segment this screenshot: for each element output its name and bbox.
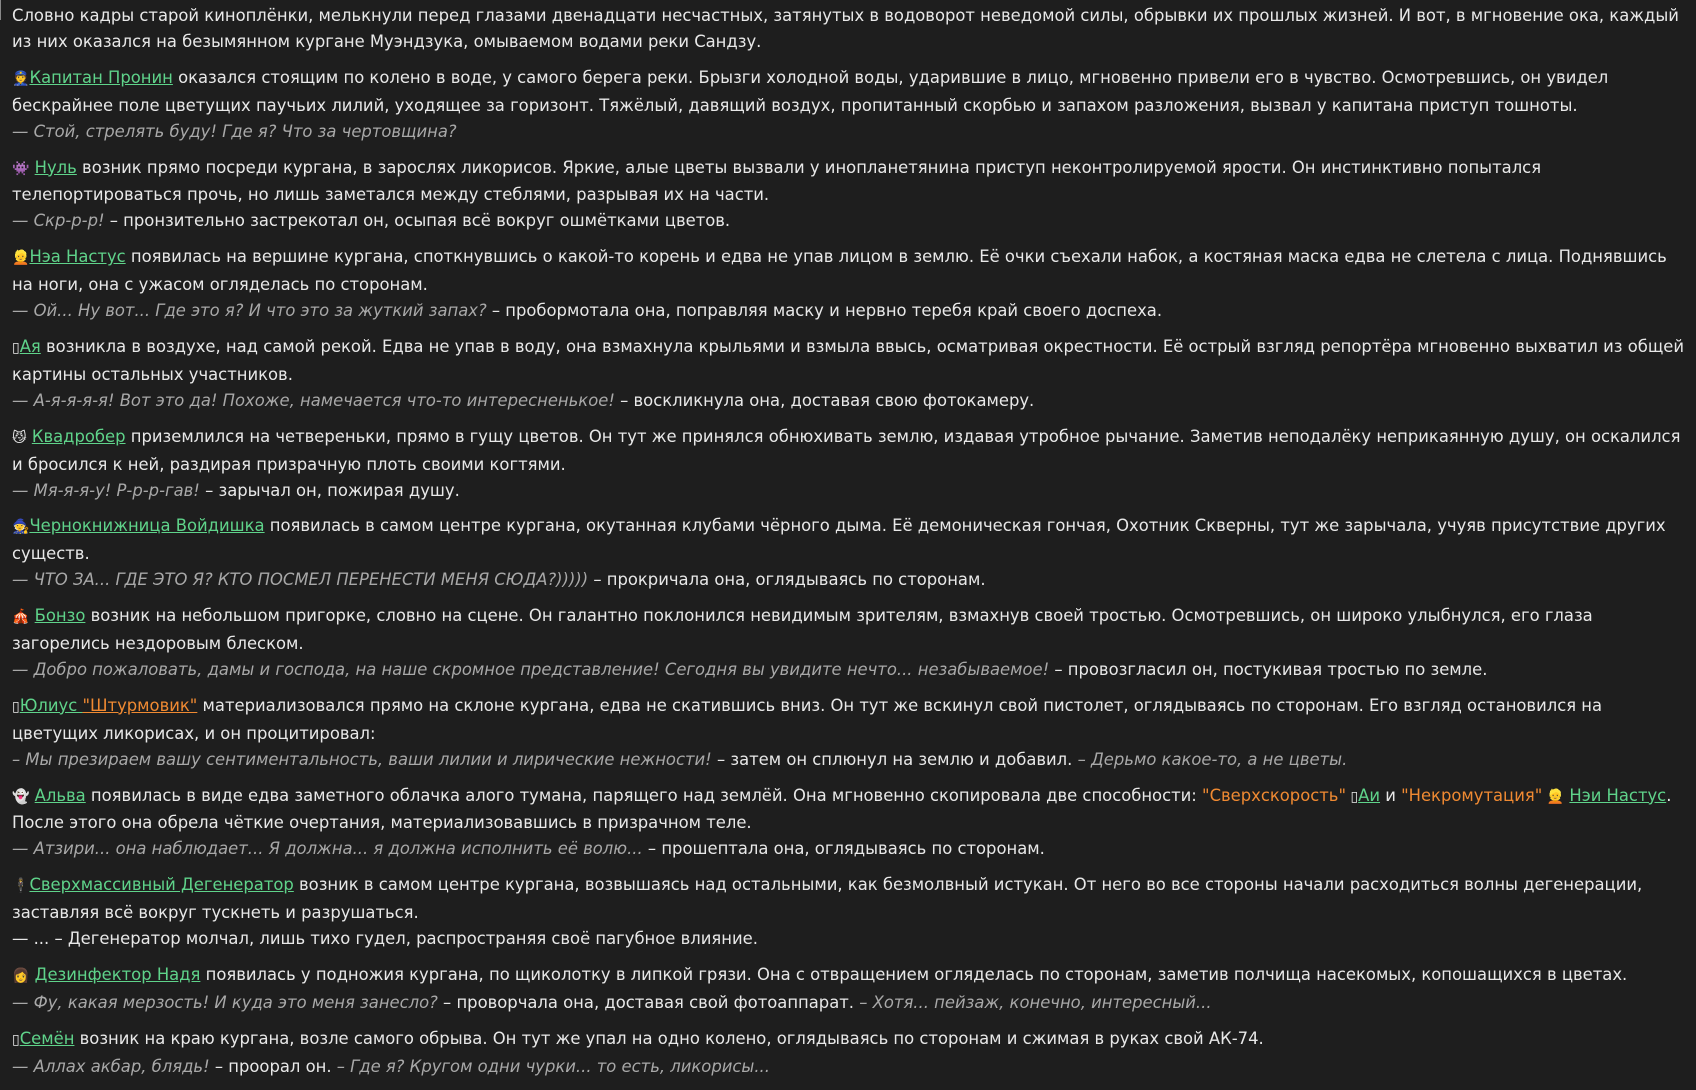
character-link-ai[interactable]: Аи xyxy=(1358,785,1381,805)
speech-quote: — Ой... Ну вот... Где это я? И что это за жуткий запах? xyxy=(12,301,487,321)
entry-text: появилась в самом центре кургана, окутанная клубами чёрного дыма. Её демоническая гончая, Охотник Скверны, тут же зарычала, учуяв присутствие других существ. xyxy=(12,516,1666,564)
character-link-nadya[interactable]: Дезинфектор Надя xyxy=(34,965,201,984)
cat-face-icon: 😼 xyxy=(12,429,27,446)
speech-quote: — Скр-р-р! xyxy=(12,211,105,231)
entry-nul xyxy=(12,155,1688,235)
speech-narration: — ... – Дегенератор молчал, лишь тихо гудел, распространяя своё пагубное влияние. xyxy=(12,929,758,949)
speech-quote: – Мы презираем вашу сентиментальность, ваши лилии и лирические нежности! xyxy=(12,749,712,769)
entry-bonzo xyxy=(12,603,1688,683)
ability-necromutation: "Некромутация" xyxy=(1401,785,1543,805)
speech-quote: — Добро пожаловать, дамы и господа, на наше скромное представление! Сегодня вы увидите нечто... незабываемое! xyxy=(12,659,1050,679)
character-nickname-link[interactable]: "Штурмовик" xyxy=(82,695,198,715)
speech-narration: – воскликнула она, доставая свою фотокамеру. xyxy=(614,390,1035,410)
speech-quote: — А-я-я-я-я! Вот это да! Похоже, намечается что-то интересненькое! xyxy=(12,390,615,410)
character-link-alva[interactable]: Альва xyxy=(34,785,86,805)
entry-aya xyxy=(12,334,1688,414)
speech-quote-2: – Дерьмо какое-то, а не цветы. xyxy=(1077,749,1348,769)
speech-narration: – пронзительно застрекотал он, осыпая всё вокруг ошмётками цветов. xyxy=(104,211,731,231)
character-link-kapitan-pronin[interactable]: Капитан Пронин xyxy=(29,67,173,87)
character-link-yulius[interactable]: Юлиус xyxy=(19,695,83,715)
alien-monster-icon: 👾 xyxy=(12,160,30,177)
mage-icon: 🧙 xyxy=(12,519,30,536)
missing-glyph-icon: ▯ xyxy=(12,1031,20,1048)
entry-text: приземлился на четвереньки, прямо в гущу цветов. Он тут же принялся обнюхивать землю, издавая утробное рычание. Заметив неподалёку неприкаянную душу, он оскалился и бросился к ней, раздирая призрачную плоть своими когтями. xyxy=(12,426,1681,474)
intro-paragraph xyxy=(12,3,1688,55)
entry-text: оказался стоящим по колено в воде, у самого берега реки. Брызги холодной воды, ударившие в лицо, мгновенно привели его в чувство. Осмотревшись, он увидел бескрайнее поле цветущих паучьих лилий, уходящее за горизонт. Тяжёлый, давящий воздух, пропитанный скорбью и запахом разложения, вызвал у капитана приступ тошноты. xyxy=(12,67,1609,115)
speech-narration: – затем он сплюнул на землю и добавил. xyxy=(711,749,1078,769)
speech-narration: – провозгласил он, постукивая тростью по земле. xyxy=(1049,659,1488,679)
entry-degenerator xyxy=(12,872,1688,952)
character-link-semyon[interactable]: Семён xyxy=(19,1028,75,1048)
entry-text: появилась в виде едва заметного облачка алого тумана, парящего над землёй. Она мгновенно скопировала две способности: xyxy=(85,785,1203,805)
entry-text: появилась у подножия кургана, по щиколотку в липкой грязи. Она с отвращением огляделась по сторонам, заметив полчища насекомых, копошащихся в цветах. xyxy=(200,965,1628,984)
entry-text: материализовался прямо на склоне кургана, едва не скатившись вниз. Он тут же вскинул свой пистолет, оглядываясь по сторонам. Его взгляд остановился на цветущих ликорисах, и он процитировал: xyxy=(12,695,1603,743)
speech-quote: — Стой, стрелять буду! Где я? Что за чертовщина? xyxy=(12,121,457,141)
entry-kvadrober xyxy=(12,424,1688,504)
entry-text: возник на небольшом пригорке, словно на сцене. Он галантно поклонился невидимым зрителям, взмахнув своей тростью. Осмотревшись, он широко улыбнулся, его глаза загорелись нездоровым блеском. xyxy=(12,606,1593,654)
speech-quote: — Аллах акбар, блядь! xyxy=(12,1056,210,1076)
entry-text-continued: . После этого она обрела чёткие очертания, материализовавшись в призрачном теле. xyxy=(12,785,1672,833)
entry-text: появилась на вершине кургана, споткнувшись о какой-то корень и едва не упав лицом в землю. Её очки съехали набок, а костяная маска едва не слетела с лица. Поднявшись на ноги, она с ужасом огляделась по сторонам. xyxy=(12,247,1667,295)
speech-narration: – проворчала она, доставая свой фотоаппарат. xyxy=(437,992,860,1012)
speech-quote: — Фу, какая мерзость! И куда это меня занесло? xyxy=(12,992,438,1012)
blond-person-icon: 👱 xyxy=(12,250,30,267)
speech-quote: — ЧТО ЗА... ГДЕ ЭТО Я? КТО ПОСМЕЛ ПЕРЕНЕСТИ МЕНЯ СЮДА?))))) xyxy=(12,570,589,590)
ghost-icon: 👻 xyxy=(12,788,30,805)
speech-quote: — Атзири... она наблюдает... Я должна... я должна исполнить её волю... xyxy=(12,839,643,859)
woman-icon: 👩 xyxy=(12,968,30,984)
missing-glyph-icon: ▯ xyxy=(1346,788,1359,805)
entry-text: возник в самом центре кургана, возвышаясь над остальными, как безмолвный истукан. От него во все стороны начали расходиться волны дегенерации, заставляя всё вокруг тускнеть и разрушаться. xyxy=(12,875,1643,923)
character-link-nei-nastus[interactable]: Нэи Настус xyxy=(1569,785,1667,805)
entry-voidishka xyxy=(12,513,1688,593)
character-link-voidishka[interactable]: Чернокнижница Войдишка xyxy=(29,516,265,536)
entry-nadya xyxy=(12,962,1688,1016)
circus-tent-icon: 🎪 xyxy=(12,609,30,626)
character-link-aya[interactable]: Ая xyxy=(19,336,41,356)
entry-nea-nastus xyxy=(12,244,1688,324)
policeman-icon: 👮 xyxy=(12,70,30,87)
character-link-bonzo[interactable]: Бонзо xyxy=(34,606,86,626)
ability-superspeed: "Сверхскорость" xyxy=(1202,785,1346,805)
speech-quote: — Мя-я-я-у! Р-р-р-гав! xyxy=(12,480,200,500)
speech-narration: – зарычал он, пожирая душу. xyxy=(199,480,460,500)
conjunction-text: и xyxy=(1380,785,1402,805)
window-edge-marker xyxy=(0,0,5,20)
levitating-man-icon: 🕴 xyxy=(12,878,30,895)
entry-text: возникла в воздухе, над самой рекой. Едва не упав в воду, она взмахнула крыльями и взмыла ввысь, осматривая окрестности. Её острый взгляд репортёра мгновенно выхватил из общей картины остальных участников. xyxy=(12,336,1685,384)
speech-narration: – прошептала она, оглядываясь по сторонам. xyxy=(642,839,1045,859)
speech-narration: – пробормотала она, поправляя маску и нервно теребя край своего доспеха. xyxy=(486,301,1163,321)
entry-yulius xyxy=(12,693,1688,773)
chat-message xyxy=(12,3,1688,1090)
character-link-nul[interactable]: Нуль xyxy=(34,157,77,177)
character-link-kvadrober[interactable]: Квадробер xyxy=(31,426,126,446)
intro-text: Словно кадры старой киноплёнки, мелькнули перед глазами двенадцати несчастных, затянутых в водоворот неведомой силы, обрывки их прошлых жизней. И вот, в мгновение ока, каждый из них оказался на безымянном кургане Муэндзука, омываемом водами реки Сандзу. xyxy=(12,6,1679,51)
entry-kapitan-pronin xyxy=(12,65,1688,145)
speech-narration: – прокричала она, оглядываясь по сторонам. xyxy=(588,570,986,590)
entry-text: возник на краю кургана, возле самого обрыва. Он тут же упал на одно колено, оглядываясь по сторонам и сжимая в руках свой АК-74. xyxy=(74,1028,1264,1048)
character-link-degenerator[interactable]: Сверхмассивный Дегенератор xyxy=(29,875,294,895)
missing-glyph-icon: ▯ xyxy=(12,698,20,715)
speech-quote-2: – Где я? Кругом одни чурки... то есть, ликорисы... xyxy=(336,1056,770,1076)
blond-person-icon: 👱 xyxy=(1542,788,1565,805)
entry-semyon xyxy=(12,1026,1688,1080)
speech-quote-2: – Хотя... пейзаж, конечно, интересный... xyxy=(859,992,1212,1012)
entry-text: возник прямо посреди кургана, в зарослях ликорисов. Яркие, алые цветы вызвали у инопланетянина приступ неконтролируемой ярости. Он инстинктивно попытался телепортироваться прочь, но лишь заметался между стеблями, разрывая их на части. xyxy=(12,157,1542,205)
missing-glyph-icon: ▯ xyxy=(12,339,20,356)
character-link-nea-nastus[interactable]: Нэа Настус xyxy=(29,247,126,267)
entry-alva xyxy=(12,783,1688,863)
speech-narration: – проорал он. xyxy=(209,1056,337,1076)
